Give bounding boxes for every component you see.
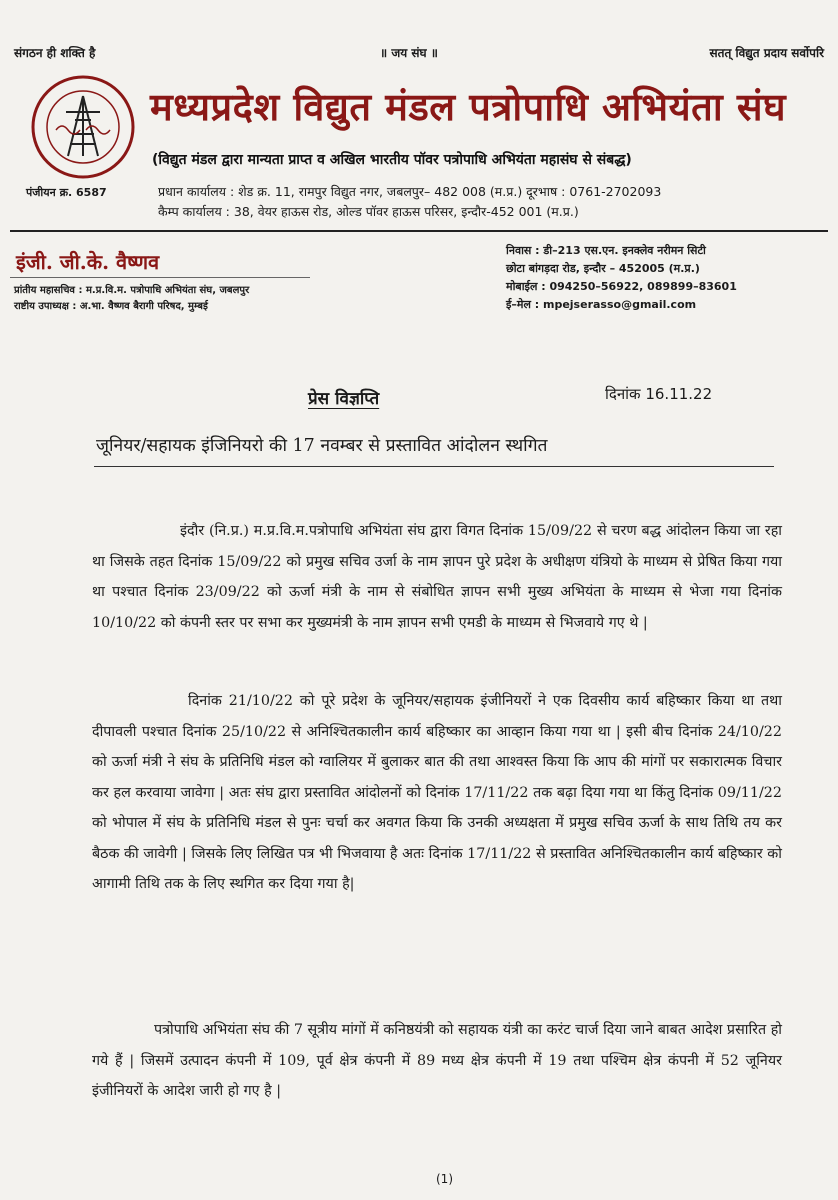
page-number: (1) <box>436 1172 453 1186</box>
organization-affiliation: (विद्युत मंडल द्वारा मान्यता प्राप्त व अखिल भारतीय पॉवर पत्रोपाधि अभियंता महासंघ से संबद्ध) <box>152 152 632 168</box>
head-office-address: प्रधान कार्यालय : शेड क्र. 11, रामपुर विद्युत नगर, जबलपुर– 482 008 (म.प्र.) दूरभाष : 0761-2702093 <box>158 184 662 199</box>
organization-name: मध्यप्रदेश विद्युत मंडल पत्रोपाधि अभियंता संघ <box>150 84 787 129</box>
sender-role-secondary: राष्टीय उपाध्यक्ष : अ.भा. वैष्णव बैरागी परिषद, मुम्बई <box>14 301 208 312</box>
header-divider <box>10 230 828 232</box>
email-address: ई–मेल : mpejserasso@gmail.com <box>506 298 697 311</box>
residence-address-line-2: छोटा बांगड़दा रोड, इन्दौर – 452005 (म.प्र.) <box>506 262 700 275</box>
body-paragraph-2: दिनांक 21/10/22 को पूरे प्रदेश के जूनियर/सहायक इंजीनियरों ने एक दिवसीय कार्य बहिष्कार किया था तथा दीपावली पश्चात दिनांक 25/10/22 से अनिश्चितकालीन कार्य बहिष्कार का आव्हान किया गया था | इसी बीच दिनांक 24/10/22 को ऊर्जा मंत्री ने संघ के प्रतिनिधि मंडल को ग्वालियर में बुलाकर बात की तथा आश्वस्त किया कि आप की मांगों पर सकारात्मक विचार कर हल करवाया जावेगा | अतः संघ द्वारा प्रस्तावित आंदोलनों को दिनांक 17/11/22 तक बढ़ा दिया गया था किंतु दिनांक 09/11/22 को भोपाल में संघ के प्रतिनिधि मंडल से पुनः चर्चा कर अवगत किया कि उनकी अध्यक्षता में प्रमुख सचिव ऊर्जा के साथ तिथि तय कर बैठक की जावेगी | जिसके लिए लिखित पत्र भी भिजवाया है अतः दिनांक 17/11/22 से प्रस्तावित अनिश्चितकालीन कार्य बहिष्कार को आगामी तिथि तक के लिए स्थगित कर दिया गया है| <box>92 693 782 892</box>
association-seal-logo <box>28 72 138 182</box>
mobile-numbers: मोबाईल : 094250–56922, 089899–83601 <box>506 280 737 293</box>
press-release-title: प्रेस विज्ञप्ति <box>308 389 380 409</box>
camp-office-address: कैम्प कार्यालय : 38, वेयर हाऊस रोड, ओल्ड पॉवर हाऊस परिसर, इन्दौर-452 001 (म.प्र.) <box>158 204 579 219</box>
slogan-right: सतत् विद्युत प्रदाय सर्वोपरि <box>709 46 824 60</box>
body-paragraph-1: इंदौर (नि.प्र.) म.प्र.वि.म.पत्रोपाधि अभियंता संघ द्वारा विगत दिनांक 15/09/22 से चरण बद्ध आंदोलन किया जा रहा था जिसके तहत दिनांक 15/09/22 को प्रमुख सचिव उर्जा के नाम ज्ञापन पुरे प्रदेश के अधीक्षण यंत्रियो के माध्यम से प्रेषित किया गया था पश्चात दिनांक 23/09/22 को ऊर्जा मंत्री के नाम से संबोधित ज्ञापन सभी मुख्य अभियंता के माध्यम से भेजा गया दिनांक 10/10/22 को कंपनी स्तर पर सभा कर मुख्यमंत्री के नाम ज्ञापन सभी एमडी के माध्यम से भिजवाये गए थे | <box>92 523 782 631</box>
registration-number: पंजीयन क्र. 6587 <box>26 186 107 199</box>
sender-name: इंजी. जी.के. वैष्णव <box>16 250 160 274</box>
sender-name-divider <box>10 277 310 278</box>
press-release-date: दिनांक 16.11.22 <box>605 385 713 403</box>
subject-divider <box>94 466 774 467</box>
slogan-left: संगठन ही शक्ति है <box>14 46 96 60</box>
sender-role-primary: प्रांतीय महासचिव : म.प्र.वि.म. पत्रोपाधि अभियंता संघ, जबलपुर <box>14 285 250 296</box>
residence-address-line-1: निवास : डी–213 एस.एन. इनक्लेव नरीमन सिटी <box>506 244 706 257</box>
body-paragraph-3: पत्रोपाधि अभियंता संघ की 7 सूत्रीय मांगों में कनिष्ठयंत्री को सहायक यंत्री का करंट चार्ज दिया जाने बाबत आदेश प्रसारित हो गये हैं | जिसमें उत्पादन कंपनी में 109, पूर्व क्षेत्र कंपनी में 89 मध्य क्षेत्र कंपनी में 19 तथा पश्चिम क्षेत्र कंपनी में 52 जूनियर इंजीनियरों के आदेश जारी हो गए है | <box>92 1022 782 1099</box>
press-release-subject: जूनियर/सहायक इंजिनियरो की 17 नवम्बर से प्रस्तावित आंदोलन स्थगित <box>96 436 548 456</box>
slogan-center: ॥ जय संघ ॥ <box>380 46 438 60</box>
